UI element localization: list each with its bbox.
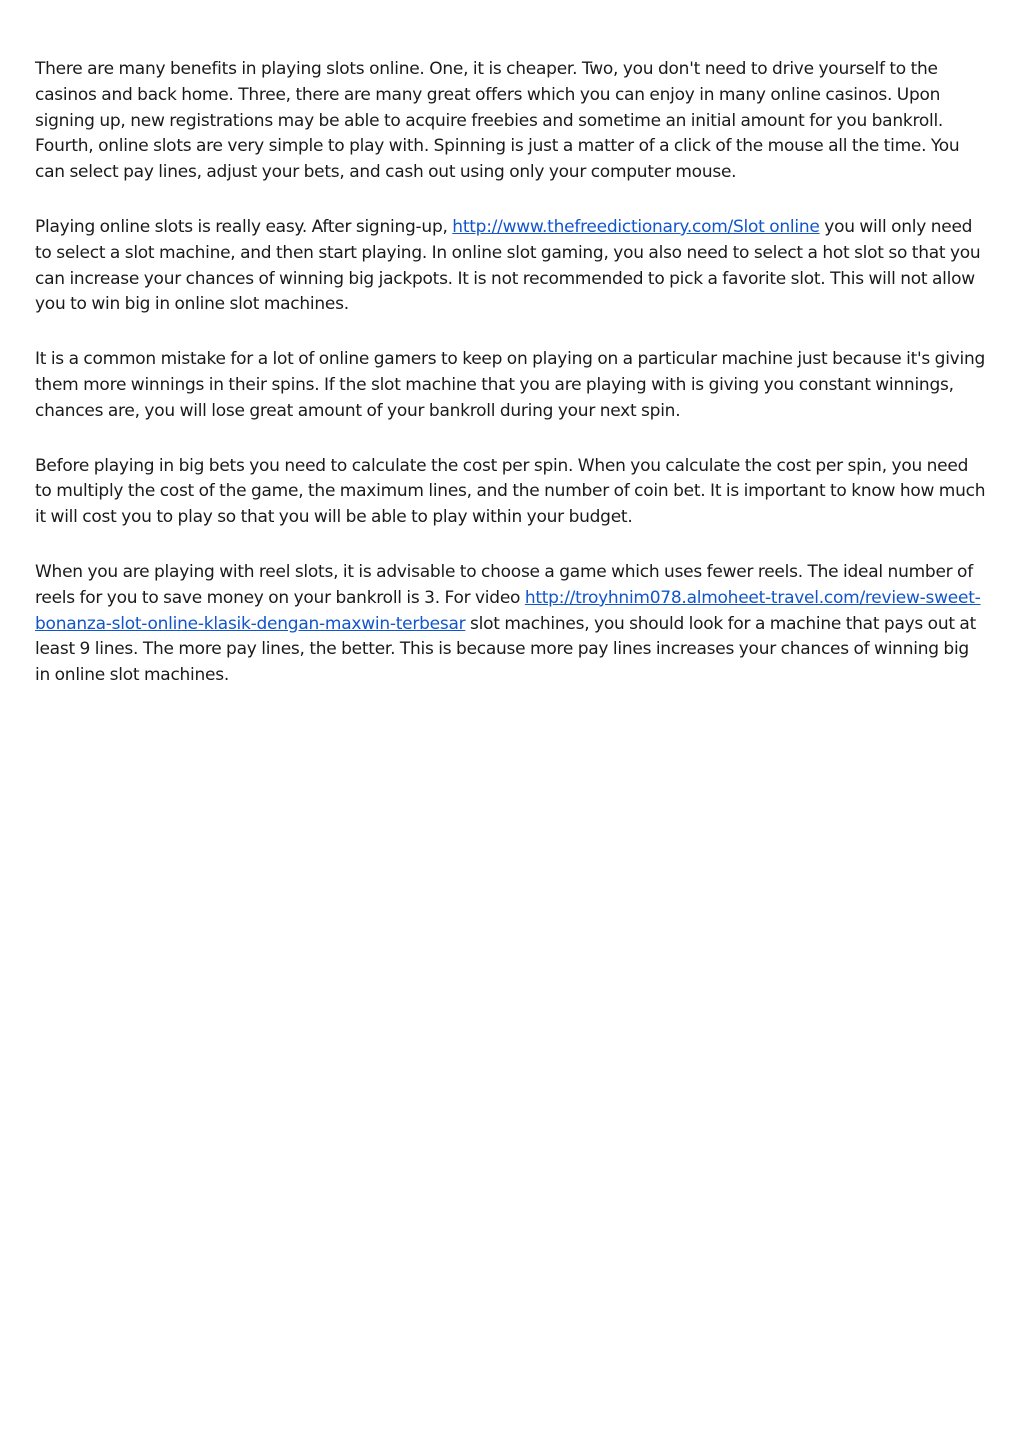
paragraph-benefits: There are many benefits in playing slots online. One, it is cheaper. Two, you don't need to drive yourself to the casinos and back home. Three, there are many great offers which you can enjoy in many online casinos. Upon signing up, new registrations may be able to acquire freebies and sometime an initial amount for you bankroll. Fourth, online slots are very simple to play with. Spinning is just a matter of a click of the mouse all the time. You can select pay lines, adjust your bets, and cash out using only your computer mouse.	[35, 59, 960, 183]
paragraph-common-mistake: It is a common mistake for a lot of online gamers to keep on playing on a particular machine just because it's giving them more winnings in their spins. If the slot machine that you are playing with is giving you constant winnings, chances are, you will lose great amount of your bankroll during your next spin.	[35, 349, 986, 421]
thefreedictionary-link[interactable]: http://www.thefreedictionary.com/Slot online	[452, 216, 820, 237]
paragraph-text-after-link: you will only need to select a slot machine, and then start playing. In online slot gaming, you also need to select a hot slot so that you can increase your chances of winning big jackpots. It is not recommended to pick a favorite slot. This will not allow you to win big in online slot machines.	[35, 216, 981, 315]
review-sweet-bonanza-link[interactable]: http://troyhnim078.almoheet-travel.com/review-sweet-bonanza-slot-online-klasik-dengan-maxwin-terbesar	[35, 587, 981, 634]
paragraph-cost-per-spin: Before playing in big bets you need to calculate the cost per spin. When you calculate the cost per spin, you need to multiply the cost of the game, the maximum lines, and the number of coin bet. It is important to know how much it will cost you to play so that you will be able to play within your budget.	[35, 455, 986, 528]
document-body	[35, 57, 987, 718]
paragraph-text-before-link: When you are playing with reel slots, it is advisable to choose a game which uses fewer reels. The ideal number of reels for you to save money on your bankroll is 3. For video	[35, 561, 973, 608]
paragraph-easy-to-play	[35, 215, 987, 318]
paragraph-text-before-link: Playing online slots is really easy. After signing-up,	[35, 216, 453, 237]
paragraph-reel-slots	[35, 560, 987, 689]
paragraph-text-after-link: slot machines, you should look for a machine that pays out at least 9 lines. The more pay lines, the better. This is because more pay lines increases your chances of winning big in online slot machines.	[35, 613, 977, 686]
